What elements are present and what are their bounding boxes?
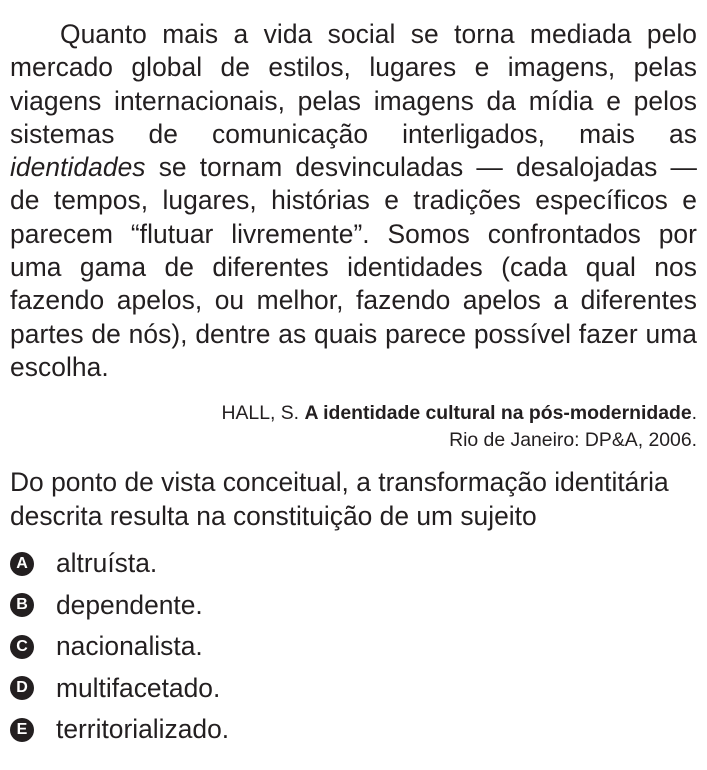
answer-options — [10, 543, 697, 751]
option-text: altruísta. — [56, 548, 158, 579]
option-text: territorializado. — [56, 714, 230, 745]
citation-publisher: Rio de Janeiro: DP&A, 2006. — [449, 429, 697, 452]
option-text: dependente. — [56, 589, 203, 620]
option-c[interactable] — [10, 626, 697, 668]
option-a[interactable] — [10, 543, 697, 585]
option-letter-badge: A — [10, 552, 34, 576]
option-b[interactable] — [10, 584, 697, 626]
option-text: nacionalista. — [56, 631, 203, 662]
option-letter-badge: B — [10, 593, 34, 617]
option-text: multifacetado. — [56, 672, 221, 703]
citation-line-1 — [10, 400, 697, 427]
citation-title-end: . — [691, 402, 697, 425]
passage-text — [10, 18, 697, 384]
citation-title: A identidade cultural na pós-modernidade — [304, 402, 692, 425]
option-d[interactable] — [10, 667, 697, 709]
citation — [10, 400, 697, 454]
question-stem: Do ponto de vista conceitual, a transformação identitária descrita resulta na constituição de um sujeito — [10, 467, 669, 531]
passage-emphasis: identidades — [10, 152, 146, 183]
option-letter-badge: D — [10, 676, 34, 700]
passage-part-2: se tornam desvinculadas — desalojadas — de tempos, lugares, histórias e tradições específicos e parecem “flutuar livremente”. Somos confrontados por uma gama de diferentes identidades (cada qual nos fazendo apelos, ou melhor, fazendo apelos a diferentes partes de nós), dentre as quais parece possível fazer uma escolha. — [10, 152, 697, 382]
citation-author: HALL, S. — [221, 402, 305, 425]
option-letter-badge: C — [10, 635, 34, 659]
passage-part-1: Quanto mais a vida social se torna mediada pelo mercado global de estilos, lugares e imagens, pelas viagens internacionais, pelas imagens da mídia e pelos sistemas de comunicação interligados, mais as — [10, 19, 697, 149]
option-e[interactable] — [10, 709, 697, 751]
question-page — [10, 18, 697, 750]
option-letter-badge: E — [10, 718, 34, 742]
